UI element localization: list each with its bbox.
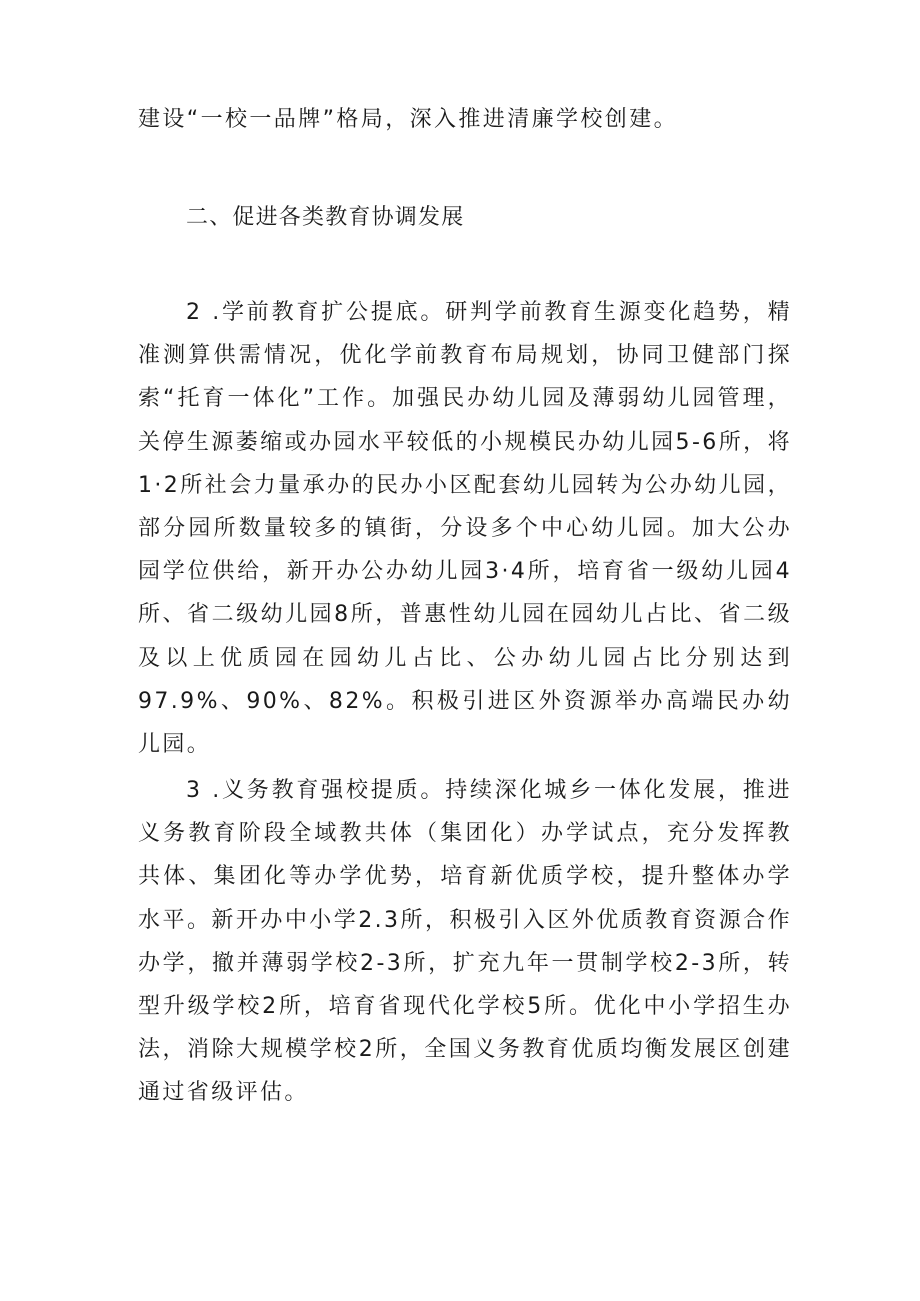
continuation-paragraph: 建设“一校一品牌”格局，深入推进清廉学校创建。 (138, 107, 678, 132)
paragraph-preschool-education: 2 .学前教育扩公提底。研判学前教育生源变化趋势，精准测算供需情况，优化学前教育布局规划，协同卫健部门探索“托育一体化”工作。加强民办幼儿园及薄弱幼儿园管理，关停生源萎缩或办园水平较低的小规模民办幼儿园5-6所，将1·2所社会力量承办的民办小区配套幼儿园转为公办幼儿园，部分园所数量较多的镇街，分设多个中心幼儿园。加大公办园学位供给，新开办公办幼儿园3·4所，培育省一级幼儿园4所、省二级幼儿园8所，普惠性幼儿园在园幼儿占比、省二级及以上优质园在园幼儿占比、公办幼儿园占比分别达到97.9%、90%、82%。积极引进区外资源举办高端民办幼儿园。 (138, 300, 792, 758)
paragraph-compulsory-education: 3 .义务教育强校提质。持续深化城乡一体化发展，推进义务教育阶段全域教共体（集团化）办学试点，充分发挥教共体、集团化等办学优势，培育新优质学校，提升整体办学水平。新开办中小学2.3所，积极引入区外优质教育资源合作办学，撤并薄弱学校2-3所，扩充九年一贯制学校2-3所，转型升级学校2所，培育省现代化学校5所。优化中小学招生办法，消除大规模学校2所，全国义务教育优质均衡发展区创建通过省级评估。 (138, 778, 792, 1106)
section-heading: 二、促进各类教育协调发展 (186, 205, 465, 230)
